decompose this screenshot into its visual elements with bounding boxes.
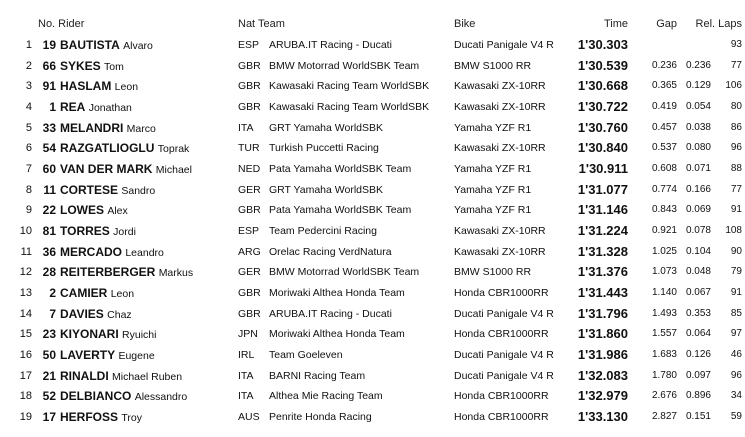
header-time: Time bbox=[603, 18, 628, 30]
team-name: Kawasaki Racing Team WorldSBK bbox=[269, 101, 430, 113]
rel-value: 0.064 bbox=[685, 328, 711, 340]
bike-model: Yamaha YZF R1 bbox=[454, 121, 532, 134]
rel-value: 0.069 bbox=[685, 204, 711, 216]
rider-first-name: Marco bbox=[126, 122, 156, 135]
table-row bbox=[0, 76, 745, 97]
lap-time: 1'30.303 bbox=[577, 37, 628, 52]
bike-model: Honda CBR1000RR bbox=[454, 390, 549, 403]
rider-number: 17 bbox=[42, 410, 56, 425]
nationality: GBR bbox=[238, 287, 261, 300]
table-row bbox=[0, 304, 745, 325]
rider-first-name: Troy bbox=[121, 412, 142, 425]
rider-number: 22 bbox=[42, 203, 56, 218]
rider-first-name: Ryuichi bbox=[122, 329, 157, 342]
position: 17 bbox=[19, 369, 32, 382]
rider-number: 23 bbox=[42, 327, 56, 342]
team-name: BARNI Racing Team bbox=[269, 369, 366, 382]
header-gap: Gap bbox=[656, 18, 677, 30]
laps-count: 96 bbox=[730, 142, 742, 154]
header-nat-team: Nat Team bbox=[238, 18, 285, 30]
rider-first-name: Michael bbox=[155, 164, 192, 177]
laps-count: 96 bbox=[730, 369, 742, 381]
rider-last-name: VAN DER MARK bbox=[60, 162, 153, 177]
rider-first-name: Jonathan bbox=[88, 102, 132, 114]
gap-value: 0.236 bbox=[651, 59, 677, 71]
position: 3 bbox=[25, 80, 32, 93]
gap-value: 0.843 bbox=[651, 204, 677, 216]
rider-first-name: Leon bbox=[110, 288, 135, 301]
table-row bbox=[0, 324, 745, 345]
gap-value: 1.557 bbox=[651, 328, 677, 340]
rel-value: 0.896 bbox=[685, 390, 711, 402]
position: 15 bbox=[19, 328, 32, 341]
rider-number: 7 bbox=[49, 306, 56, 321]
team-name: Penrite Honda Racing bbox=[269, 411, 372, 424]
gap-value: 0.365 bbox=[651, 80, 677, 92]
rider-first-name: Leandro bbox=[125, 246, 164, 259]
table-row bbox=[0, 407, 745, 428]
rider-number: 81 bbox=[42, 224, 56, 239]
rel-value: 0.038 bbox=[685, 121, 711, 133]
rider-last-name: REITERBERGER bbox=[60, 265, 156, 280]
rider-last-name: TORRES bbox=[60, 224, 110, 239]
rider-number: 52 bbox=[42, 389, 56, 404]
table-row bbox=[0, 138, 745, 159]
rider-number: 54 bbox=[42, 141, 56, 156]
rider-first-name: Michael Ruben bbox=[112, 370, 183, 383]
nationality: ESP bbox=[238, 225, 260, 238]
rider-last-name: CAMIER bbox=[60, 286, 108, 301]
lap-time: 1'30.911 bbox=[578, 161, 628, 177]
team-name: Kawasaki Racing Team WorldSBK bbox=[269, 80, 430, 93]
position: 4 bbox=[25, 101, 32, 113]
team-name: GRT Yamaha WorldSBK bbox=[269, 183, 383, 196]
lap-time: 1'31.796 bbox=[577, 305, 628, 321]
team-name: Pata Yamaha WorldSBK Team bbox=[269, 163, 412, 176]
rel-value: 0.166 bbox=[685, 183, 711, 195]
nationality: ITA bbox=[238, 121, 254, 134]
table-row bbox=[0, 159, 745, 180]
rider-last-name: RINALDI bbox=[60, 368, 109, 383]
rider-first-name: Sandro bbox=[121, 184, 156, 197]
table-row bbox=[0, 97, 745, 118]
position: 14 bbox=[19, 307, 32, 320]
lap-time: 1'30.760 bbox=[577, 119, 628, 135]
rider-first-name: Alvaro bbox=[123, 40, 153, 52]
rider-last-name: HASLAM bbox=[60, 79, 112, 94]
bike-model: Ducati Panigale V4 R bbox=[454, 307, 554, 320]
laps-count: 91 bbox=[730, 204, 742, 216]
laps-count: 88 bbox=[730, 163, 742, 175]
rel-value: 0.129 bbox=[685, 80, 711, 92]
table-row bbox=[0, 345, 745, 366]
lap-time: 1'31.077 bbox=[577, 181, 628, 197]
lap-time: 1'30.722 bbox=[577, 99, 628, 114]
table-header bbox=[0, 14, 745, 34]
rider-last-name: REA bbox=[60, 100, 86, 114]
bike-model: BMW S1000 RR bbox=[454, 59, 532, 72]
team-name: ARUBA.IT Racing - Ducati bbox=[269, 307, 392, 320]
rider-first-name: Jordi bbox=[113, 226, 136, 239]
position: 9 bbox=[25, 204, 32, 217]
lap-time: 1'31.986 bbox=[577, 347, 628, 363]
rel-value: 0.067 bbox=[685, 287, 711, 299]
nationality: TUR bbox=[238, 142, 260, 155]
rider-last-name: DAVIES bbox=[60, 306, 104, 321]
table-row bbox=[0, 283, 745, 304]
rider-first-name: Tom bbox=[104, 60, 124, 73]
bike-model: Kawasaki ZX-10RR bbox=[454, 245, 546, 258]
gap-value: 1.683 bbox=[651, 349, 677, 361]
nationality: GER bbox=[238, 183, 261, 196]
rider-first-name: Alessandro bbox=[134, 391, 188, 404]
rider-last-name: LOWES bbox=[60, 203, 104, 218]
position: 7 bbox=[25, 163, 32, 176]
rider-last-name: BAUTISTA bbox=[60, 38, 120, 52]
gap-value: 1.493 bbox=[651, 307, 677, 319]
table-row bbox=[0, 118, 745, 139]
rider-number: 1 bbox=[49, 100, 56, 114]
lap-time: 1'31.443 bbox=[577, 285, 628, 301]
rel-value: 0.078 bbox=[685, 225, 711, 237]
nationality: GER bbox=[238, 266, 261, 279]
rider-first-name: Toprak bbox=[157, 143, 190, 156]
position: 1 bbox=[25, 39, 32, 51]
nationality: GBR bbox=[238, 101, 261, 113]
laps-count: 77 bbox=[730, 183, 742, 195]
bike-model: Kawasaki ZX-10RR bbox=[454, 80, 546, 93]
header-no-rider: No. Rider bbox=[38, 18, 85, 30]
gap-value: 1.140 bbox=[651, 287, 677, 299]
bike-model: Honda CBR1000RR bbox=[454, 411, 549, 424]
nationality: NED bbox=[238, 163, 261, 176]
bike-model: Ducati Panigale V4 R bbox=[454, 349, 554, 362]
rider-last-name: HERFOSS bbox=[60, 410, 119, 425]
position: 8 bbox=[25, 183, 32, 196]
laps-count: 34 bbox=[730, 390, 742, 402]
position: 10 bbox=[19, 225, 32, 238]
nationality: AUS bbox=[238, 411, 260, 424]
table-row bbox=[0, 366, 745, 387]
lap-time: 1'33.130 bbox=[577, 409, 628, 425]
bike-model: Yamaha YZF R1 bbox=[454, 183, 532, 196]
bike-model: Ducati Panigale V4 R bbox=[454, 369, 554, 382]
bike-model: Honda CBR1000RR bbox=[454, 328, 549, 341]
table-row bbox=[0, 386, 745, 407]
nationality: ITA bbox=[238, 390, 254, 403]
table-row bbox=[0, 35, 745, 56]
lap-time: 1'31.376 bbox=[577, 264, 628, 280]
rider-last-name: RAZGATLIOGLU bbox=[60, 141, 155, 156]
position: 13 bbox=[19, 287, 32, 300]
rel-value: 0.151 bbox=[685, 411, 711, 423]
gap-value: 1.073 bbox=[651, 266, 677, 278]
team-name: Team Goeleven bbox=[269, 349, 343, 362]
bike-model: Kawasaki ZX-10RR bbox=[454, 142, 546, 155]
header-rel-laps: Rel. Laps bbox=[695, 18, 742, 30]
nationality: ARG bbox=[238, 245, 261, 258]
nationality: GBR bbox=[238, 80, 261, 93]
nationality: JPN bbox=[238, 328, 258, 341]
rel-value: 0.104 bbox=[685, 245, 711, 257]
rider-last-name: CORTESE bbox=[60, 182, 119, 197]
laps-count: 85 bbox=[730, 307, 742, 319]
table-row bbox=[0, 180, 745, 201]
laps-count: 77 bbox=[730, 59, 742, 71]
laps-count: 59 bbox=[730, 411, 742, 423]
nationality: GBR bbox=[238, 307, 261, 320]
bike-model: Kawasaki ZX-10RR bbox=[454, 225, 546, 238]
position: 19 bbox=[19, 411, 32, 424]
rider-last-name: KIYONARI bbox=[60, 327, 119, 342]
bike-model: BMW S1000 RR bbox=[454, 266, 532, 279]
gap-value: 1.780 bbox=[651, 369, 677, 381]
rider-number: 66 bbox=[42, 58, 56, 73]
lap-time: 1'32.979 bbox=[577, 388, 628, 404]
team-name: ARUBA.IT Racing - Ducati bbox=[269, 39, 392, 51]
laps-count: 97 bbox=[730, 328, 742, 340]
table-row bbox=[0, 200, 745, 221]
rider-first-name: Eugene bbox=[118, 350, 155, 363]
position: 6 bbox=[25, 142, 32, 155]
team-name: GRT Yamaha WorldSBK bbox=[269, 121, 383, 134]
rider-number: 36 bbox=[42, 244, 56, 259]
lap-time: 1'30.668 bbox=[577, 78, 628, 94]
table-row bbox=[0, 262, 745, 283]
rider-number: 91 bbox=[42, 79, 56, 94]
rider-first-name: Markus bbox=[158, 267, 194, 280]
position: 2 bbox=[25, 59, 32, 72]
team-name: Pata Yamaha WorldSBK Team bbox=[269, 204, 412, 217]
rider-number: 2 bbox=[49, 286, 56, 301]
nationality: ESP bbox=[238, 39, 260, 51]
gap-value: 2.676 bbox=[651, 390, 677, 402]
laps-count: 80 bbox=[730, 101, 742, 112]
rider-first-name: Alex bbox=[107, 205, 128, 218]
lap-time: 1'31.328 bbox=[577, 243, 628, 259]
table-row bbox=[0, 56, 745, 77]
position: 5 bbox=[25, 121, 32, 134]
rel-value: 0.054 bbox=[685, 101, 711, 112]
team-name: Team Pedercini Racing bbox=[269, 225, 377, 238]
gap-value: 2.827 bbox=[651, 411, 677, 423]
table-row bbox=[0, 221, 745, 242]
position: 18 bbox=[19, 390, 32, 403]
laps-count: 108 bbox=[725, 225, 742, 237]
nationality: ITA bbox=[238, 369, 254, 382]
rider-number: 50 bbox=[42, 348, 56, 363]
lap-time: 1'30.539 bbox=[577, 57, 628, 73]
laps-count: 79 bbox=[730, 266, 742, 278]
gap-value: 0.419 bbox=[651, 101, 677, 112]
bike-model: Ducati Panigale V4 R bbox=[454, 39, 554, 51]
bike-model: Kawasaki ZX-10RR bbox=[454, 101, 546, 113]
header-bike: Bike bbox=[454, 18, 476, 30]
gap-value: 0.457 bbox=[651, 121, 677, 133]
rel-value: 0.071 bbox=[685, 163, 711, 175]
rel-value: 0.126 bbox=[685, 349, 711, 361]
team-name: BMW Motorrad WorldSBK Team bbox=[269, 59, 420, 72]
team-name: Moriwaki Althea Honda Team bbox=[269, 328, 405, 341]
laps-count: 106 bbox=[725, 80, 742, 92]
team-name: BMW Motorrad WorldSBK Team bbox=[269, 266, 420, 279]
table-row bbox=[0, 242, 745, 263]
team-name: Moriwaki Althea Honda Team bbox=[269, 287, 405, 300]
bike-model: Yamaha YZF R1 bbox=[454, 204, 532, 217]
team-name: Althea Mie Racing Team bbox=[269, 390, 383, 403]
position: 16 bbox=[19, 349, 32, 362]
laps-count: 93 bbox=[730, 39, 742, 50]
nationality: IRL bbox=[238, 349, 255, 362]
rider-last-name: MERCADO bbox=[60, 244, 122, 259]
rider-number: 11 bbox=[43, 182, 56, 197]
lap-time: 1'32.083 bbox=[577, 367, 628, 383]
gap-value: 0.921 bbox=[651, 225, 677, 237]
nationality: GBR bbox=[238, 59, 261, 72]
bike-model: Yamaha YZF R1 bbox=[454, 163, 532, 176]
lap-time: 1'31.860 bbox=[577, 326, 628, 342]
rider-last-name: LAVERTY bbox=[60, 348, 116, 363]
laps-count: 90 bbox=[730, 245, 742, 257]
team-name: Orelac Racing VerdNatura bbox=[269, 245, 392, 258]
rider-last-name: MELANDRI bbox=[60, 120, 124, 135]
position: 11 bbox=[20, 245, 32, 258]
rider-number: 21 bbox=[42, 368, 56, 383]
lap-time: 1'31.146 bbox=[577, 202, 628, 218]
rider-number: 33 bbox=[42, 120, 56, 135]
laps-count: 91 bbox=[730, 287, 742, 299]
gap-value: 1.025 bbox=[651, 245, 677, 257]
rel-value: 0.236 bbox=[685, 59, 711, 71]
position: 12 bbox=[19, 266, 32, 279]
rel-value: 0.048 bbox=[685, 266, 711, 278]
lap-time: 1'31.224 bbox=[577, 223, 628, 239]
gap-value: 0.537 bbox=[651, 142, 677, 154]
lap-time: 1'30.840 bbox=[577, 140, 628, 156]
rider-last-name: SYKES bbox=[60, 58, 101, 73]
rider-first-name: Leon bbox=[114, 81, 139, 94]
gap-value: 0.774 bbox=[651, 183, 677, 195]
nationality: GBR bbox=[238, 204, 261, 217]
gap-value: 0.608 bbox=[651, 163, 677, 175]
rider-last-name: DELBIANCO bbox=[60, 389, 132, 404]
rel-value: 0.080 bbox=[685, 142, 711, 154]
team-name: Turkish Puccetti Racing bbox=[269, 142, 379, 155]
bike-model: Honda CBR1000RR bbox=[454, 287, 549, 300]
rel-value: 0.353 bbox=[685, 307, 711, 319]
rider-number: 19 bbox=[42, 38, 56, 52]
rider-first-name: Chaz bbox=[107, 308, 132, 321]
laps-count: 86 bbox=[730, 121, 742, 133]
rel-value: 0.097 bbox=[685, 369, 711, 381]
laps-count: 46 bbox=[730, 349, 742, 361]
rider-number: 28 bbox=[42, 265, 56, 280]
rider-number: 60 bbox=[42, 162, 56, 177]
